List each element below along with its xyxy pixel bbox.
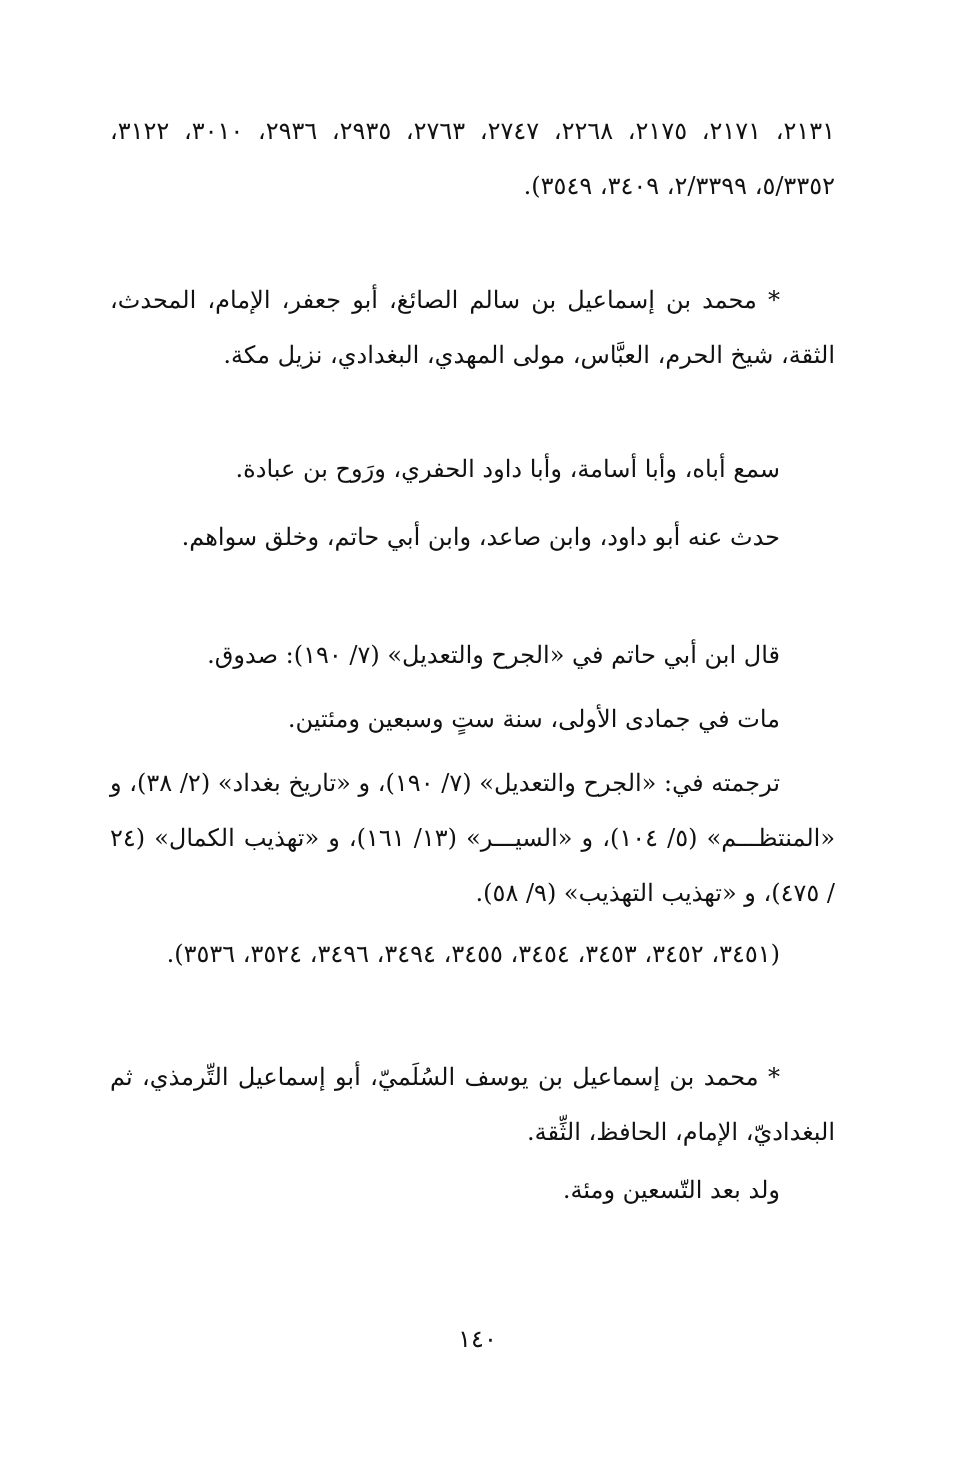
birth-paragraph: ولد بعد التّسعين ومئة.: [562, 1176, 780, 1204]
biography-entry-heading-2: * محمد بن إسماعيل بن يوسف السُلَميّ، أبو إسماعيل التِّرمذي، ثم البغداديّ، الإمام، الحافظ، الثِّقة.: [110, 1063, 835, 1146]
page-number: ١٤٠: [458, 1325, 497, 1353]
evaluation-paragraph: قال ابن أبي حاتم في «الجرح والتعديل» (٧/ ١٩٠): صدوق.: [207, 641, 780, 669]
students-paragraph: حدث عنه أبو داود، وابن صاعد، وابن أبي حاتم، وخلق سواهم.: [181, 523, 780, 551]
reference-numbers: (٣٤٥١، ٣٤٥٢، ٣٤٥٣، ٣٤٥٤، ٣٤٥٥، ٣٤٩٤، ٣٤٩٦، ٣٥٢٤، ٣٥٣٦).: [166, 940, 780, 968]
reference-numbers-continued: ٢١٣١، ٢١٧١، ٢١٧٥، ٢٢٦٨، ٢٧٤٧، ٢٧٦٣، ٢٩٣٥، ٢٩٣٦، ٣٠١٠، ٣١٢٢، ٥/٣٣٥٢، ٢/٣٣٩٩، ٣٤٠٩، ٣٥٤٩).: [110, 117, 836, 200]
sources-paragraph: ترجمته في: «الجرح والتعديل» (٧/ ١٩٠)، و «تاريخ بغداد» (٢/ ٣٨)، و «المنتظـــم» (٥/ ١٠٤)، و «السيـــر» (١٣/ ١٦١)، و «تهذيب الكمال» (٢٤ / ٤٧٥)، و «تهذيب التهذيب» (٩/ ٥٨).: [110, 769, 836, 907]
death-paragraph: مات في جمادى الأولى، سنة ستٍ وسبعين ومئتين.: [287, 705, 780, 733]
teachers-paragraph: سمع أباه، وأبا أسامة، وأبا داود الحفري، ورَوح بن عبادة.: [235, 455, 780, 483]
biography-entry-heading: * محمد بن إسماعيل بن سالم الصائغ، أبو جعفر، الإمام، المحدث، الثقة، شيخ الحرم، العبَّاس، مولى المهدي، البغدادي، نزيل مكة.: [110, 286, 835, 369]
